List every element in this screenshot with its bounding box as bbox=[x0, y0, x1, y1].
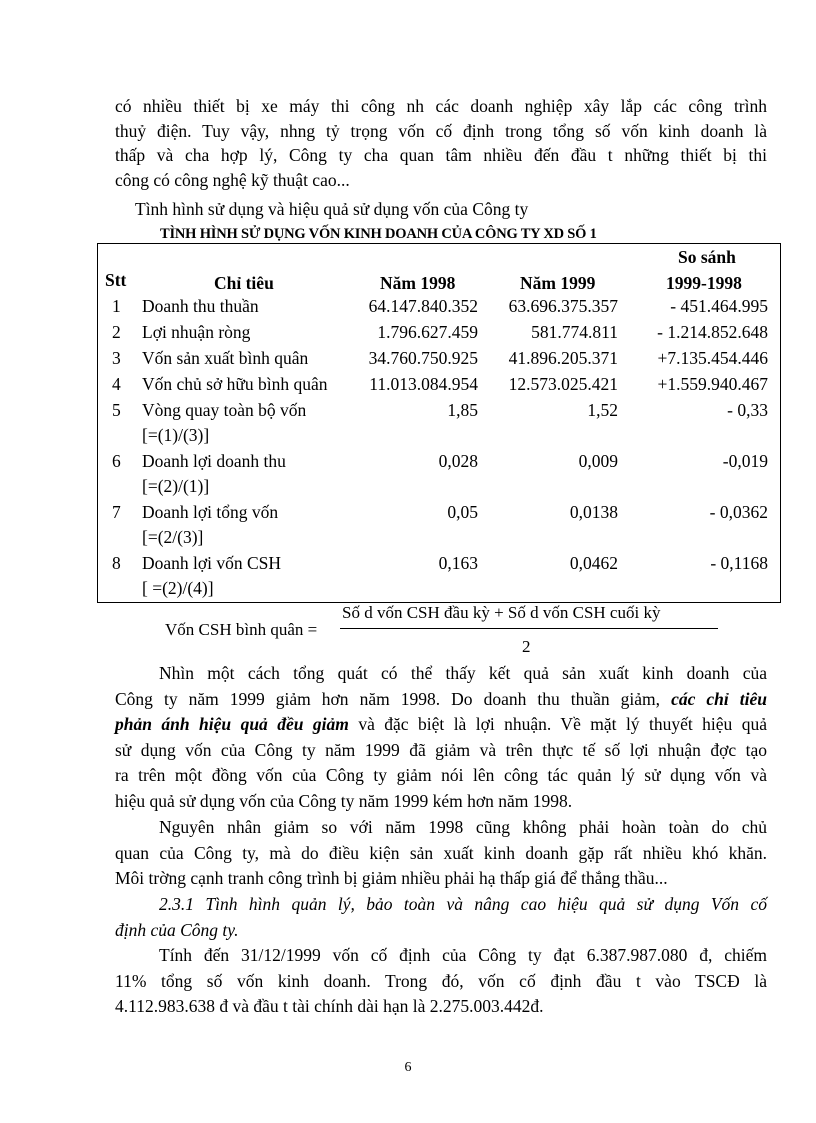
cell-year-1998: 64.147.840.352 bbox=[368, 296, 478, 316]
text-line: Công ty năm 1999 giảm hơn năm 1998. Do doanh thu thuần giảm, các chỉ tiêu bbox=[115, 688, 767, 709]
cell-compare: +7.135.454.446 bbox=[657, 348, 768, 368]
cell-year-1998: 34.760.750.925 bbox=[368, 348, 478, 368]
header-year-1999: Năm 1999 bbox=[520, 273, 596, 293]
header-indicator: Chỉ tiêu bbox=[214, 273, 274, 293]
text-line: thấp và cha hợp lý, Công ty cha quan tâm nhiều đến đầu t những thiết bị thi bbox=[115, 145, 767, 165]
cell-indicator: Vốn sản xuất bình quân bbox=[142, 348, 309, 368]
cell-indicator-formula: [=(2/(3)] bbox=[142, 527, 204, 547]
text-line: Tính đến 31/12/1999 vốn cố định của Công ty đạt 6.387.987.080 đ, chiếm bbox=[159, 945, 767, 965]
text-line: ra trên một đồng vốn của Công ty giảm nói lên công tác quản lý sử dụng vốn và bbox=[115, 765, 767, 785]
text-line: quan của Công ty, mà do điều kiện sản xuất kinh doanh gặp rất nhiều khó khăn. bbox=[115, 842, 767, 863]
paragraph-fixed-capital bbox=[115, 943, 767, 1020]
cell-indicator-formula: [=(2)/(1)] bbox=[142, 476, 210, 496]
cell-year-1999: 0,009 bbox=[578, 451, 618, 471]
cell-compare: - 451.464.995 bbox=[670, 296, 768, 316]
cell-indicator-formula: [ =(2)/(4)] bbox=[142, 578, 214, 598]
cell-stt: 5 bbox=[112, 400, 121, 420]
text-line: 4.112.983.638 đ và đầu t tài chính dài hạn là 2.275.003.442đ. bbox=[115, 996, 544, 1016]
text-line: định của Công ty. bbox=[115, 919, 239, 940]
formula-left: Vốn CSH bình quân = bbox=[165, 620, 318, 639]
table-intro-text: Tình hình sử dụng và hiệu quả sử dụng vốn của Công ty bbox=[135, 199, 529, 219]
cell-year-1999: 0,0462 bbox=[569, 553, 618, 573]
cell-stt: 2 bbox=[112, 322, 121, 342]
header-compare: So sánh bbox=[678, 247, 736, 267]
cell-stt: 8 bbox=[112, 553, 121, 573]
table-title: TÌNH HÌNH SỬ DỤNG VỐN KINH DOANH CỦA CÔNG TY XD SỐ 1 bbox=[160, 226, 597, 242]
cell-compare: - 1.214.852.648 bbox=[657, 322, 768, 342]
cell-year-1999: 63.696.375.357 bbox=[508, 296, 618, 316]
cell-year-1998: 1.796.627.459 bbox=[377, 322, 478, 342]
header-stt: Stt bbox=[105, 270, 127, 290]
cell-compare: +1.559.940.467 bbox=[657, 374, 768, 394]
text-line: có nhiều thiết bị xe máy thi công nh các doanh nghiệp xây lắp các công trình bbox=[115, 96, 767, 116]
cell-compare: - 0,1168 bbox=[710, 553, 768, 573]
capital-usage-table bbox=[97, 243, 781, 603]
cell-indicator: Vòng quay toàn bộ vốn bbox=[142, 400, 307, 420]
cell-stt: 1 bbox=[112, 296, 121, 316]
fraction-bar bbox=[340, 628, 718, 629]
paragraph-overview bbox=[115, 661, 767, 814]
text-line: sử dụng vốn của Công ty năm 1999 đã giảm và trên thực tế số lợi nhuận đợc tạo bbox=[115, 739, 767, 760]
cell-year-1998: 0,05 bbox=[447, 502, 478, 522]
cell-year-1999: 0,0138 bbox=[569, 502, 618, 522]
formula-numerator: Số d vốn CSH đầu kỳ + Số d vốn CSH cuối kỳ bbox=[342, 603, 661, 622]
text-line: Nguyên nhân giảm so với năm 1998 cũng không phải hoàn toàn do chủ bbox=[159, 817, 767, 837]
cell-stt: 3 bbox=[112, 348, 121, 368]
cell-year-1999: 41.896.205.371 bbox=[508, 348, 618, 368]
cell-indicator-formula: [=(1)/(3)] bbox=[142, 425, 210, 445]
cell-compare: - 0,33 bbox=[727, 400, 768, 420]
text-line: Môi trờng cạnh tranh công trình bị giảm nhiều phải hạ thấp giá để thắng thầu... bbox=[115, 868, 668, 888]
emphasis-text: các chỉ tiêu bbox=[671, 688, 767, 709]
text-line: thuỷ điện. Tuy vậy, nhng tỷ trọng vốn cố định trong tổng số vốn kinh doanh là bbox=[115, 120, 767, 141]
text-line: Nhìn một cách tổng quát có thể thấy kết quả sản xuất kinh doanh của bbox=[159, 663, 767, 683]
cell-indicator: Vốn chủ sở hữu bình quân bbox=[142, 374, 328, 394]
header-year-1998: Năm 1998 bbox=[380, 273, 456, 293]
text-line: hiệu quả sử dụng vốn của Công ty năm 1999 kém hơn năm 1998. bbox=[115, 790, 573, 811]
paragraph-intro bbox=[115, 94, 767, 192]
cell-year-1998: 11.013.084.954 bbox=[369, 374, 478, 394]
paragraph-causes bbox=[115, 815, 767, 892]
formula-denominator: 2 bbox=[522, 637, 531, 656]
cell-year-1999: 12.573.025.421 bbox=[508, 374, 618, 394]
cell-year-1998: 1,85 bbox=[447, 400, 478, 420]
cell-compare: -0,019 bbox=[722, 451, 768, 471]
cell-indicator: Doanh lợi vốn CSH bbox=[142, 553, 282, 573]
cell-stt: 7 bbox=[112, 502, 121, 522]
text-line: phản ánh hiệu quả đều giảm và đặc biệt là lợi nhuận. Về mặt lý thuyết hiệu quả bbox=[115, 714, 767, 734]
header-compare-period: 1999-1998 bbox=[666, 273, 742, 293]
cell-indicator: Doanh lợi doanh thu bbox=[142, 451, 286, 471]
cell-indicator: Doanh thu thuần bbox=[142, 296, 259, 316]
cell-year-1998: 0,028 bbox=[438, 451, 478, 471]
emphasis-text: phản ánh hiệu quả đều giảm bbox=[115, 714, 349, 734]
page-number: 6 bbox=[404, 1060, 412, 1075]
cell-year-1999: 581.774.811 bbox=[531, 322, 618, 342]
cell-indicator: Doanh lợi tổng vốn bbox=[142, 502, 279, 522]
cell-stt: 4 bbox=[112, 374, 121, 394]
cell-compare: - 0,0362 bbox=[709, 502, 768, 522]
text-line: 2.3.1 Tình hình quản lý, bảo toàn và nâng cao hiệu quả sử dụng Vốn cố bbox=[159, 894, 767, 914]
cell-year-1998: 0,163 bbox=[438, 553, 478, 573]
cell-indicator: Lợi nhuận ròng bbox=[142, 322, 251, 342]
cell-stt: 6 bbox=[112, 451, 121, 471]
section-heading bbox=[115, 892, 767, 943]
text-line: công có công nghệ kỹ thuật cao... bbox=[115, 169, 350, 190]
text-line: 11% tổng số vốn kinh doanh. Trong đó, vốn cố định đầu t vào TSCĐ là bbox=[115, 970, 767, 991]
cell-year-1999: 1,52 bbox=[587, 400, 618, 420]
